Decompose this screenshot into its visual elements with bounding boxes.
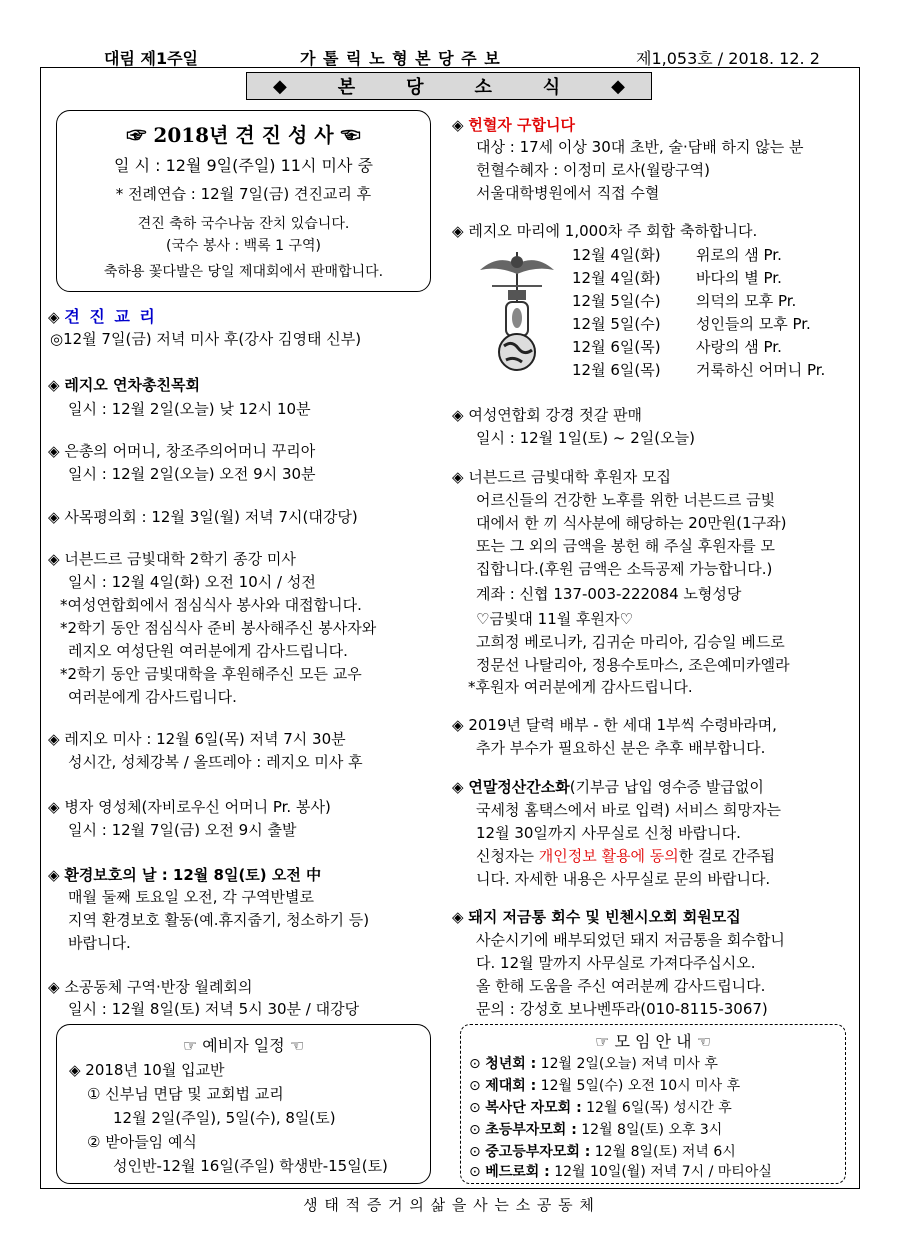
legio-praesidium: 의덕의 모후 Pr. xyxy=(696,292,797,310)
section-title: 환경보호의 날 : 12월 8일(토) 오전 中 xyxy=(64,866,322,884)
legio-date: 12월 6일(목) xyxy=(572,361,661,379)
section-line: *후원자 여러분에게 감사드립니다. xyxy=(468,678,693,696)
section-line: 문의 : 강성호 보나벤뚜라(010-8115-3067) xyxy=(476,1000,768,1018)
confirmation-rehearsal: * 전례연습 : 12월 7일(금) 견진교리 후 xyxy=(115,185,372,203)
section-line: 올 한해 도움을 주신 여러분께 감사드립니다. xyxy=(476,977,766,995)
section-line: 레지오 여성단원 여러분에게 감사드립니다. xyxy=(68,642,348,660)
diamond-icon: ◈ xyxy=(452,406,464,424)
section-curia xyxy=(48,440,315,462)
section-line: 니다. 자세한 내용은 사무실로 문의 바랍니다. xyxy=(476,870,771,888)
confirmation-note: (국수 봉사 : 백록 1 구역) xyxy=(166,238,321,254)
banner-word: 소 xyxy=(474,77,492,98)
meeting-detail: 12월 6일(목) 성시간 후 xyxy=(581,1100,732,1116)
legio-date: 12월 6일(목) xyxy=(572,338,661,356)
section-legio-1000 xyxy=(452,220,757,242)
section-title: 연말정산간소화 xyxy=(468,778,570,796)
section-title: 레지오 연차총친목회 xyxy=(64,376,200,394)
section-line: *2학기 동안 금빛대학을 후원해주신 모든 교우 xyxy=(60,665,362,683)
diamond-icon: ◈ xyxy=(48,508,60,526)
section-line: ◎12월 7일(금) 저녁 미사 후(강사 김영태 신부) xyxy=(50,330,362,348)
meeting-detail: 12월 8일(토) 오후 3시 xyxy=(576,1122,723,1138)
bullet-icon: ⊙ xyxy=(469,1100,481,1116)
catechumen-item-detail: 12월 2일(주일), 5일(수), 8일(토) xyxy=(113,1109,336,1127)
legio-praesidium: 사랑의 샘 Pr. xyxy=(696,338,782,356)
section-line: 일시 : 12월 8일(토) 저녁 5시 30분 / 대강당 xyxy=(68,1000,360,1018)
diamond-icon: ◈ xyxy=(48,376,60,394)
section-line: 헌혈수혜자 : 이정미 로사(월랑구역) xyxy=(476,161,710,179)
section-line: 매월 둘째 토요일 오전, 각 구역반별로 xyxy=(68,888,314,906)
diamond-icon: ◈ xyxy=(48,308,60,326)
section-title-rest: (기부금 납입 영수증 발급없이 xyxy=(569,778,764,796)
confirmation-note: 축하용 꽃다발은 당일 제대회에서 판매합니다. xyxy=(103,264,384,280)
section-line: 고희정 베로니카, 김귀순 마리아, 김승일 베드로 xyxy=(476,633,785,651)
issue-season: 대림 제1주일 xyxy=(104,49,198,68)
catechumen-item-detail: 성인반-12월 16일(주일) 학생반-15일(토) xyxy=(113,1157,388,1175)
section-title: 너븐드르 금빛대학 후원자 모집 xyxy=(468,468,672,486)
meeting-item xyxy=(469,1075,740,1098)
meeting-group: 청년회 : xyxy=(485,1056,537,1072)
section-line: 12월 30일까지 사무실로 신청 바랍니다. xyxy=(476,824,741,842)
section-piggy-bank xyxy=(452,906,741,928)
section-line: 일시 : 12월 4일(화) 오전 10시 / 성전 xyxy=(68,573,316,591)
section-line: 대상 : 17세 이상 30대 초반, 술·담배 하지 않는 분 xyxy=(476,138,804,156)
section-title: 은총의 어머니, 창조주의어머니 꾸리아 xyxy=(64,442,316,460)
banner-word: 본 xyxy=(337,77,356,98)
legio-date: 12월 4일(화) xyxy=(572,246,661,264)
section-line: 일시 : 12월 7일(금) 오전 9시 출발 xyxy=(68,821,297,839)
legio-vexillum-icon xyxy=(474,248,560,374)
diamond-icon: ◈ xyxy=(48,730,60,748)
section-sick-communion xyxy=(48,796,331,818)
legio-date: 12월 5일(수) xyxy=(572,315,661,333)
diamond-icon: ◈ xyxy=(452,468,464,486)
section-title: 레지오 미사 : 12월 6일(목) 저녁 7시 30분 xyxy=(64,730,346,748)
section-title: 너븐드르 금빛대학 2학기 종강 미사 xyxy=(64,550,296,568)
catechumen-item: ① 신부님 면담 및 교회법 교리 xyxy=(87,1085,284,1103)
meeting-group: 제대회 : xyxy=(485,1078,537,1094)
legio-praesidium: 거룩하신 어머니 Pr. xyxy=(696,361,826,379)
section-line: 일시 : 12월 2일(오늘) 오전 9시 30분 xyxy=(68,465,316,483)
bullet-icon: ⊙ xyxy=(469,1078,481,1094)
section-line: 여러분에게 감사드립니다. xyxy=(68,688,237,706)
section-line: 지역 환경보호 활동(예.휴지줍기, 청소하기 등) xyxy=(68,911,370,929)
section-line: 대에서 한 끼 식사분에 해당하는 20만원(1구좌) xyxy=(476,514,787,532)
consent-highlight: 개인정보 활용에 동의 xyxy=(538,847,679,865)
legio-date: 12월 5일(수) xyxy=(572,292,661,310)
banner-word: 당 xyxy=(406,77,424,98)
section-legio-gathering xyxy=(48,374,200,396)
meeting-item xyxy=(469,1119,722,1142)
confirmation-date: 일 시 : 12월 9일(주일) 11시 미사 중 xyxy=(114,156,373,175)
section-banner xyxy=(246,72,652,100)
footer-motto: 생 태 적 증 거 의 삶 을 사 는 소 공 동 체 xyxy=(303,1196,595,1214)
banner-word: 식 xyxy=(542,77,561,98)
legio-praesidium: 성인들의 모후 Pr. xyxy=(696,315,811,333)
section-confirmation-class xyxy=(48,306,157,328)
section-line: 사순시기에 배부되었던 돼지 저금통을 회수합니 xyxy=(476,931,785,949)
section-title: 2019년 달력 배부 - 한 세대 1부씩 수령바라며, xyxy=(468,716,777,734)
diamond-icon: ◈ xyxy=(452,778,464,796)
section-line: 어르신들의 건강한 노후를 위한 너븐드르 금빛 xyxy=(476,491,776,509)
bullet-icon: ⊙ xyxy=(469,1164,481,1180)
section-pastoral-council xyxy=(48,506,358,528)
section-title: 헌혈자 구합니다 xyxy=(468,116,575,134)
section-line: ♡금빛대 11월 후원자♡ xyxy=(476,610,633,628)
text-part: 신청자는 xyxy=(476,847,539,865)
section-tax xyxy=(452,776,764,798)
section-golden-college xyxy=(48,548,296,570)
meeting-item xyxy=(469,1053,718,1076)
section-line: 추가 부수가 필요하신 분은 추후 배부합니다. xyxy=(476,739,766,757)
section-title: 견 진 교 리 xyxy=(64,307,157,326)
section-line xyxy=(476,845,775,867)
meeting-detail: 12월 8일(토) 저녁 6시 xyxy=(590,1144,736,1160)
meeting-detail: 12월 10일(월) 저녁 7시 / 마티아실 xyxy=(549,1164,772,1180)
diamond-icon: ◈ xyxy=(48,442,60,460)
bulletin-title: 가 톨 릭 노 형 본 당 주 보 xyxy=(300,49,501,68)
issue-number: 제1,053호 / 2018. 12. 2 xyxy=(636,49,820,68)
section-legio-mass xyxy=(48,728,346,750)
confirmation-note: 견진 축하 국수나눔 잔치 있습니다. xyxy=(137,216,350,232)
text-part: 한 걸로 간주됩 xyxy=(678,847,776,865)
diamond-icon: ◈ xyxy=(48,550,60,568)
section-line: 성시간, 성체강복 / 올뜨레아 : 레지오 미사 후 xyxy=(68,753,363,771)
diamond-icon: ◆ xyxy=(611,75,625,97)
diamond-icon: ◈ xyxy=(452,116,464,134)
section-title: 사목평의회 : 12월 3일(월) 저녁 7시(대강당) xyxy=(64,508,358,526)
confirmation-box xyxy=(56,110,431,292)
section-line: 집합니다.(후원 금액은 소득공제 가능합니다.) xyxy=(476,560,773,578)
diamond-icon: ◆ xyxy=(273,75,287,97)
section-calendar xyxy=(452,714,777,736)
catechumen-head: ◈ 2018년 10월 입교반 xyxy=(69,1061,225,1079)
meeting-group: 베드로회 : xyxy=(485,1164,550,1180)
diamond-icon: ◈ xyxy=(48,866,60,884)
section-title: 병자 영성체(자비로우신 어머니 Pr. 봉사) xyxy=(64,798,331,816)
legio-date: 12월 4일(화) xyxy=(572,269,661,287)
meeting-detail: 12월 5일(수) 오전 10시 미사 후 xyxy=(536,1078,741,1094)
section-environment-day xyxy=(48,864,321,886)
section-line: 국세청 홈택스에서 바로 입력) 서비스 희망자는 xyxy=(476,801,782,819)
meeting-box xyxy=(460,1024,846,1184)
section-line: 정문선 나탈리아, 정용수토마스, 조은예미카엘라 xyxy=(476,656,790,674)
diamond-icon: ◈ xyxy=(452,908,464,926)
section-line: 다. 12월 말까지 사무실로 가져다주십시오. xyxy=(476,954,756,972)
section-line: 일시 : 12월 2일(오늘) 낮 12시 10분 xyxy=(68,400,311,418)
section-line: *2학기 동안 점심식사 준비 봉사해주신 봉사자와 xyxy=(60,619,377,637)
section-community-meeting xyxy=(48,976,253,998)
section-title: 레지오 마리에 1,000차 주 회합 축하합니다. xyxy=(468,222,758,240)
catechumen-box xyxy=(56,1024,431,1184)
legio-praesidium: 위로의 샘 Pr. xyxy=(696,246,782,264)
meeting-group: 중고등부자모회 : xyxy=(485,1144,591,1160)
catechumen-item: ② 받아들임 예식 xyxy=(87,1133,197,1151)
section-title: 여성연합회 강경 젓갈 판매 xyxy=(468,406,643,424)
diamond-icon: ◈ xyxy=(48,978,60,996)
meeting-group: 복사단 자모회 : xyxy=(485,1100,582,1116)
section-line: 서울대학병원에서 직접 수혈 xyxy=(476,184,660,202)
section-line: 계좌 : 신협 137-003-222084 노형성당 xyxy=(476,585,742,603)
section-blood-donor xyxy=(452,114,575,136)
bullet-icon: ⊙ xyxy=(469,1056,481,1072)
catechumen-title: ☞ 예비자 일정 ☜ xyxy=(182,1036,305,1055)
meeting-item xyxy=(469,1097,732,1120)
bullet-icon: ⊙ xyxy=(469,1144,481,1160)
section-line: *여성연합회에서 점심식사 봉사와 대접합니다. xyxy=(60,596,362,614)
bullet-icon: ⊙ xyxy=(469,1122,481,1138)
meeting-title: ☞ 모 임 안 내 ☜ xyxy=(595,1032,711,1051)
section-line: 바랍니다. xyxy=(68,934,131,952)
section-line: 또는 그 외의 금액을 봉헌 해 주실 후원자를 모 xyxy=(476,537,775,555)
section-college-sponsor xyxy=(452,466,671,488)
diamond-icon: ◈ xyxy=(452,222,464,240)
section-women-sale xyxy=(452,404,642,426)
confirmation-title: ☞ 2018년 견 진 성 사 ☜ xyxy=(126,123,361,147)
meeting-item xyxy=(469,1161,772,1184)
diamond-icon: ◈ xyxy=(452,716,464,734)
legio-praesidium: 바다의 별 Pr. xyxy=(696,269,782,287)
meeting-detail: 12월 2일(오늘) 저녁 미사 후 xyxy=(536,1056,718,1072)
section-title: 돼지 저금통 회수 및 빈첸시오회 회원모집 xyxy=(468,908,741,926)
section-title: 소공동체 구역·반장 월례회의 xyxy=(64,978,253,996)
diamond-icon: ◈ xyxy=(48,798,60,816)
meeting-group: 초등부자모회 : xyxy=(485,1122,577,1138)
section-line: 일시 : 12월 1일(토) ~ 2일(오늘) xyxy=(476,429,695,447)
